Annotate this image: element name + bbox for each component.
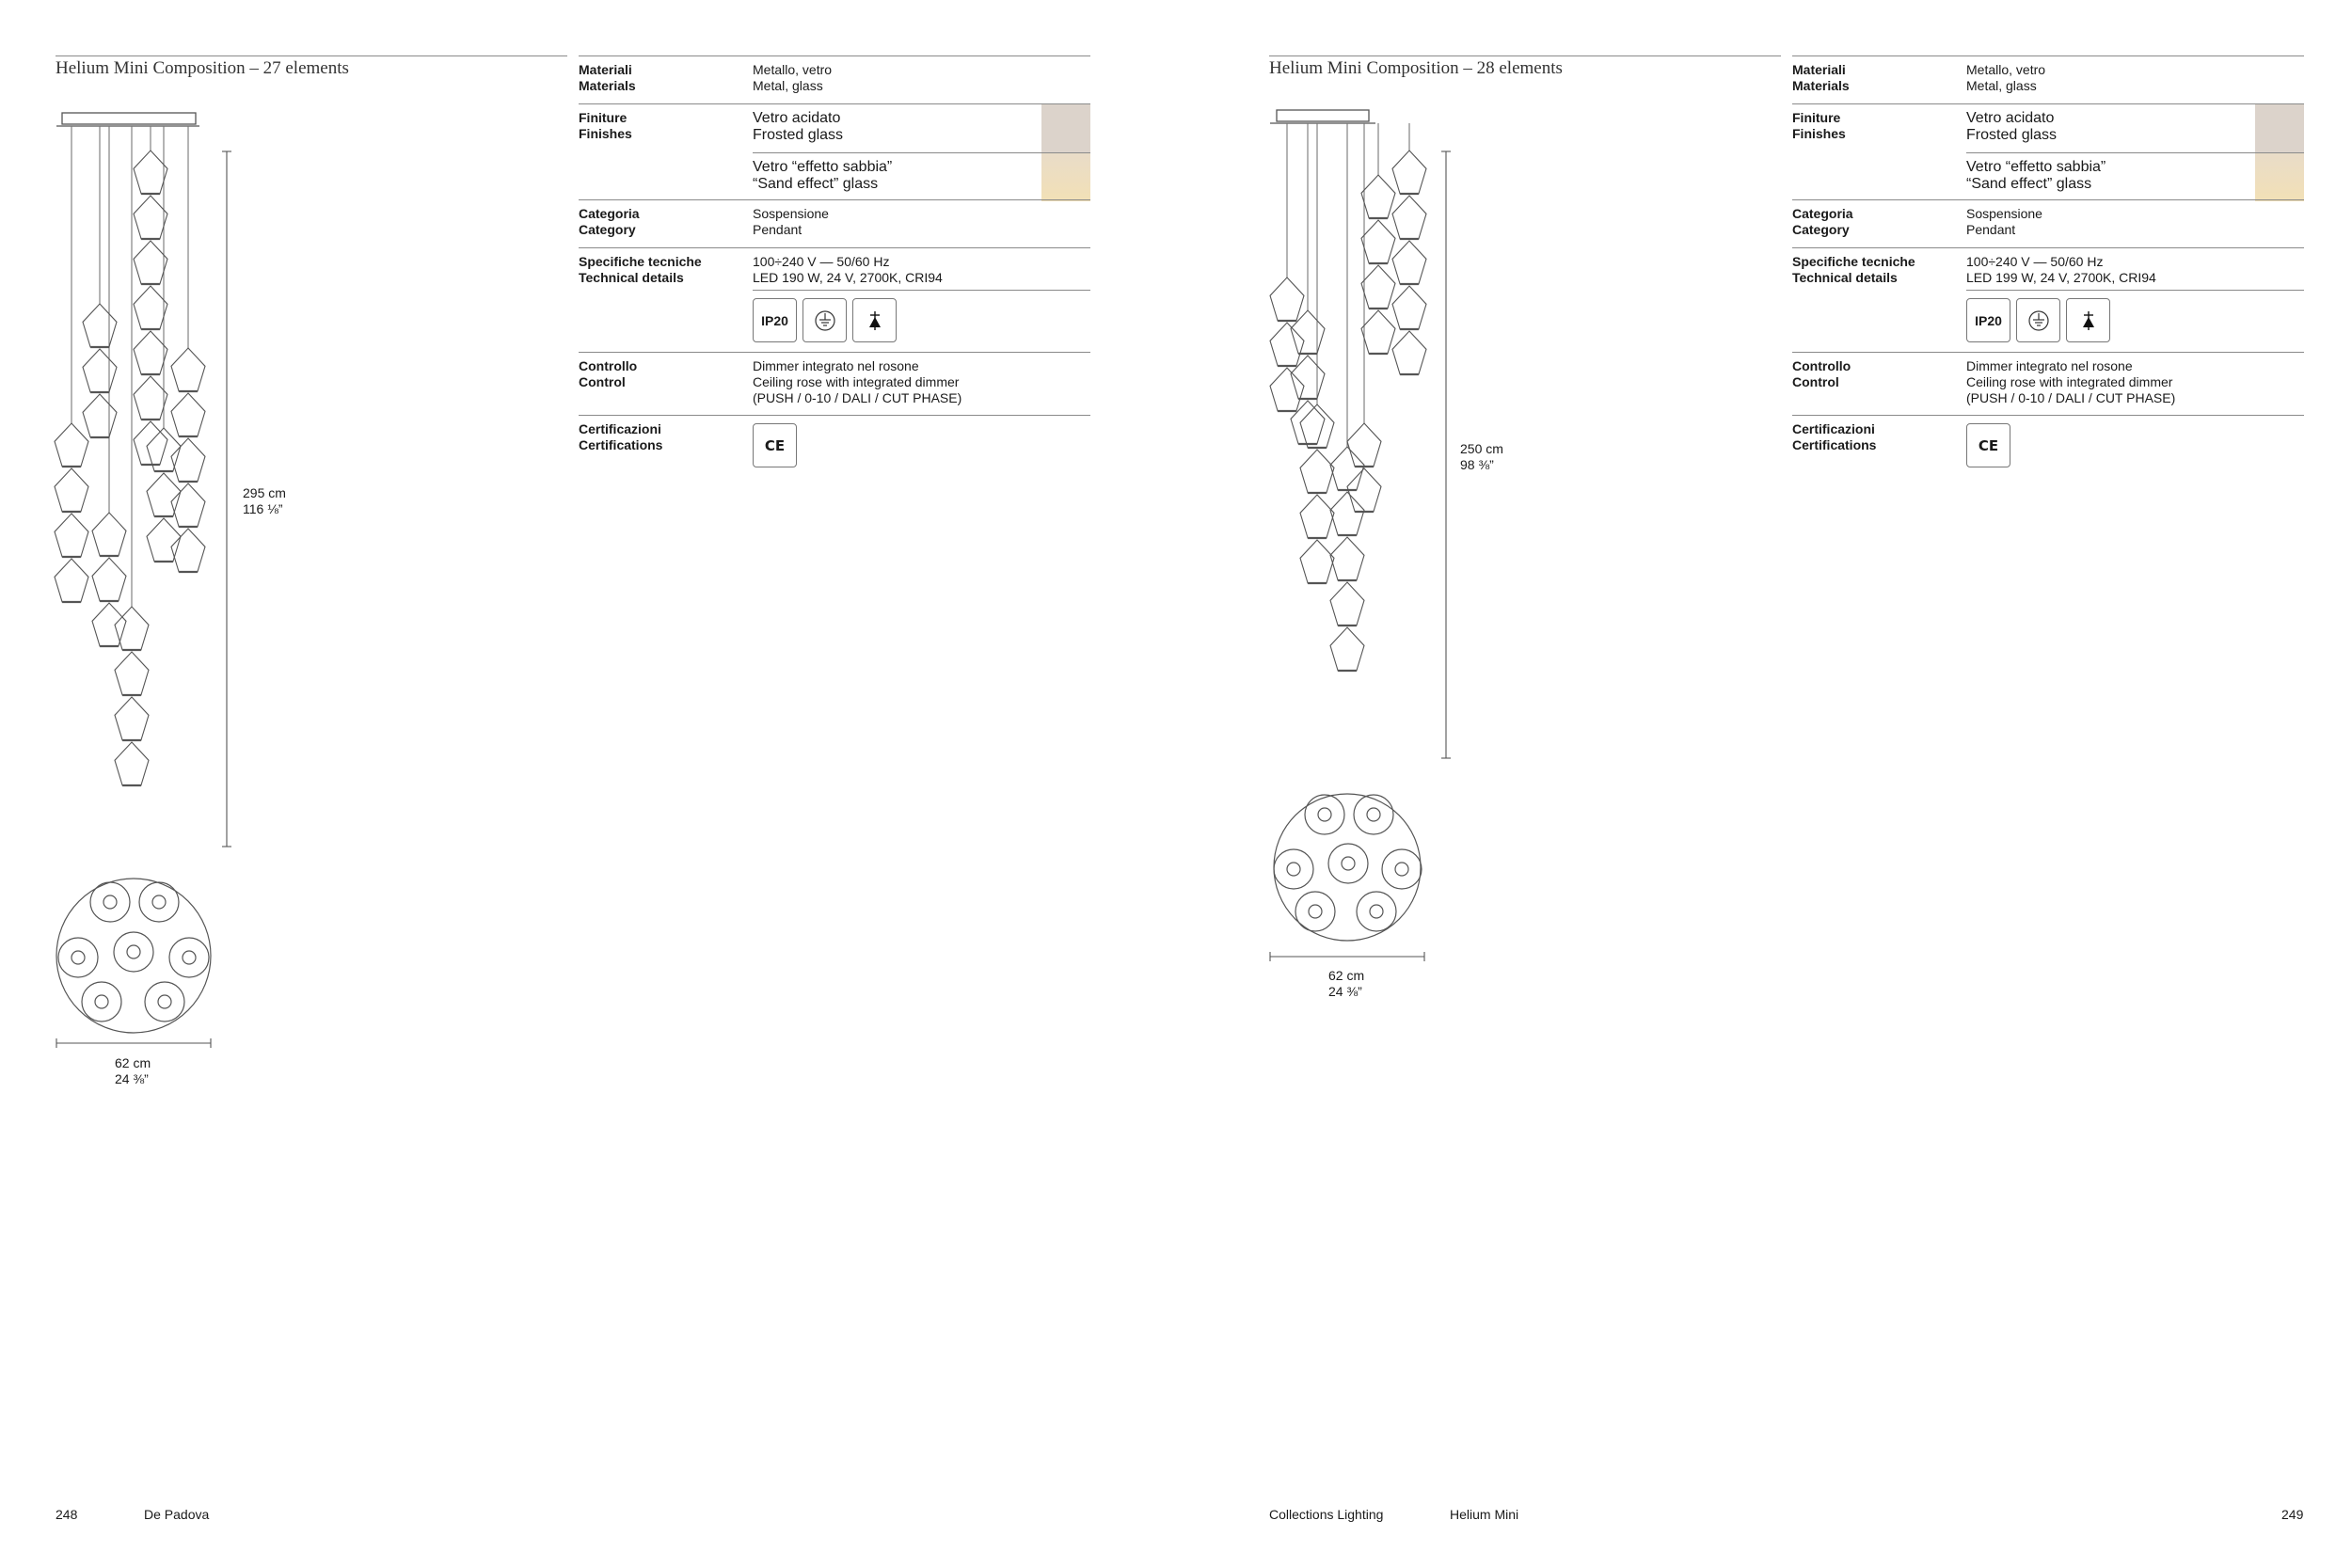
spec-value: Vetro acidato — [753, 110, 841, 126]
glass-element — [83, 394, 117, 437]
plan-glass-element — [145, 982, 184, 1022]
spec-label-it: Finiture — [1792, 110, 1841, 125]
pendant-elevation-drawing — [1176, 0, 2352, 1568]
spec-value: LED 190 W, 24 V, 2700K, CRI94 — [753, 270, 943, 285]
spec-value: “Sand effect” glass — [753, 176, 879, 192]
height-dimension-label — [1460, 441, 1503, 473]
glass-element — [83, 349, 117, 392]
plan-glass-element — [1382, 849, 1422, 889]
width-dimension-line — [56, 1038, 211, 1048]
glass-element — [1300, 450, 1334, 493]
page-number: 248 — [56, 1507, 78, 1522]
glass-element — [1300, 495, 1334, 538]
plan-glass-element — [1305, 795, 1344, 834]
spec-value: Metallo, vetro — [1966, 62, 2046, 77]
brand-name: De Padova — [144, 1507, 210, 1522]
glass-element — [134, 241, 167, 284]
spec-label-it: Finiture — [579, 110, 628, 125]
glass-element — [115, 742, 149, 785]
plan-glass-element — [82, 982, 121, 1022]
glass-element — [115, 652, 149, 695]
plan-view — [56, 879, 211, 1033]
spec-value: Dimmer integrato nel rosone — [753, 358, 919, 373]
spec-value: Frosted glass — [753, 127, 844, 143]
glass-element — [55, 559, 88, 602]
glass-element — [1270, 323, 1304, 366]
glass-element — [1392, 196, 1426, 239]
spec-value: Pendant — [753, 222, 803, 237]
section-name: Collections Lighting — [1269, 1507, 1384, 1522]
height-dimension-label — [243, 485, 286, 517]
spec-value: Sospensione — [1966, 206, 2042, 221]
glass-element — [1361, 220, 1395, 263]
spec-value: Ceiling rose with integrated dimmer — [753, 374, 960, 389]
glass-element — [1392, 150, 1426, 194]
ceiling-rose — [56, 113, 199, 126]
spec-label-en: Materials — [1792, 78, 1850, 93]
glass-element — [1330, 447, 1364, 490]
plan-glass-element — [1357, 892, 1396, 931]
glass-element — [1330, 582, 1364, 626]
glass-element — [147, 518, 181, 562]
ip20-icon: IP20 — [753, 298, 797, 342]
width-dimension-label — [1328, 968, 1364, 1000]
height-cm: 295 cm — [243, 485, 286, 500]
spec-label-it: Certificazioni — [1792, 421, 1875, 436]
ip20-icon: IP20 — [1966, 298, 2010, 342]
width-cm: 62 cm — [1328, 968, 1365, 983]
spec-label-en: Control — [579, 374, 626, 389]
plan-glass-element — [169, 938, 209, 977]
plan-glass-element — [1354, 795, 1393, 834]
glass-element — [134, 150, 167, 194]
spec-label-en: Finishes — [579, 126, 632, 141]
spec-label-it: Categoria — [579, 206, 640, 221]
glass-element — [55, 514, 88, 557]
glass-element — [1361, 175, 1395, 218]
width-dimension-line — [1270, 952, 1424, 961]
glass-element — [1300, 540, 1334, 583]
width-dimension-label — [115, 1055, 151, 1087]
spec-value: Metal, glass — [753, 78, 823, 93]
spec-label-it: Specifiche tecniche — [1792, 254, 1915, 269]
height-dimension-line — [222, 151, 231, 847]
glass-element — [134, 376, 167, 420]
spec-label-it: Specifiche tecniche — [579, 254, 702, 269]
ce-mark-icon: CE — [1966, 423, 2010, 467]
glass-element — [134, 286, 167, 329]
spec-value: “Sand effect” glass — [1966, 176, 2092, 192]
glass-element — [83, 304, 117, 347]
spec-label-en: Technical details — [579, 270, 684, 285]
spec-value: Ceiling rose with integrated dimmer — [1966, 374, 2173, 389]
spec-label-it: Categoria — [1792, 206, 1853, 221]
spec-value: 100÷240 V — 50/60 Hz — [1966, 254, 2104, 269]
glass-element — [134, 331, 167, 374]
glass-element — [55, 468, 88, 512]
spec-label-it: Controllo — [579, 358, 638, 373]
plan-glass-element — [1295, 892, 1335, 931]
glass-element — [171, 348, 205, 391]
spec-label-en: Category — [1792, 222, 1850, 237]
spec-value: Vetro “effetto sabbia” — [753, 159, 893, 175]
glass-element — [115, 697, 149, 740]
height-in: 116 ⅛” — [243, 501, 283, 516]
spec-label-en: Certifications — [1792, 437, 1877, 452]
spec-label-en: Control — [1792, 374, 1839, 389]
spec-value: Pendant — [1966, 222, 2016, 237]
plan-glass-element — [139, 882, 179, 922]
glass-element — [1330, 537, 1364, 580]
glass-element — [92, 558, 126, 601]
spec-value: Vetro acidato — [1966, 110, 2055, 126]
glass-element — [1392, 286, 1426, 329]
glass-element — [1361, 265, 1395, 309]
spec-label-it: Materiali — [1792, 62, 1846, 77]
height-in: 98 ⅜” — [1460, 457, 1494, 472]
spec-value: Frosted glass — [1966, 127, 2058, 143]
glass-element — [1270, 368, 1304, 411]
ce-mark-icon: CE — [753, 423, 797, 467]
plan-glass-element — [1328, 844, 1368, 883]
spec-label-en: Certifications — [579, 437, 663, 452]
glass-element — [92, 603, 126, 646]
plan-glass-element — [58, 938, 98, 977]
spec-value: 100÷240 V — 50/60 Hz — [753, 254, 890, 269]
glass-element — [1330, 492, 1364, 535]
product-title: Helium Mini Composition – 27 elements — [56, 58, 349, 78]
plan-view — [1274, 794, 1422, 941]
glass-element — [1330, 627, 1364, 671]
spec-value: Dimmer integrato nel rosone — [1966, 358, 2133, 373]
page-number: 249 — [2281, 1507, 2304, 1522]
spec-label-it: Controllo — [1792, 358, 1851, 373]
product-name: Helium Mini — [1450, 1507, 1519, 1522]
ceiling-rose — [1270, 110, 1375, 123]
glass-element — [1270, 277, 1304, 321]
width-in: 24 ⅜” — [115, 1071, 149, 1086]
spec-label-it: Certificazioni — [579, 421, 661, 436]
width-in: 24 ⅜” — [1328, 984, 1362, 999]
plan-glass-element — [90, 882, 130, 922]
spec-label-en: Technical details — [1792, 270, 1898, 285]
plan-glass-element — [114, 932, 153, 972]
spec-label-en: Finishes — [1792, 126, 1846, 141]
plan-glass-element — [1274, 849, 1313, 889]
glass-element — [1392, 331, 1426, 374]
spec-label-en: Materials — [579, 78, 636, 93]
glass-element — [1347, 423, 1381, 467]
right-page — [1176, 0, 2352, 1568]
glass-element — [1361, 310, 1395, 354]
product-title: Helium Mini Composition – 28 elements — [1269, 58, 1563, 78]
spec-value: Sospensione — [753, 206, 829, 221]
spec-value: Vetro “effetto sabbia” — [1966, 159, 2106, 175]
spec-label-en: Category — [579, 222, 636, 237]
spec-value: Metal, glass — [1966, 78, 2037, 93]
glass-element — [115, 607, 149, 650]
glass-element — [92, 513, 126, 556]
height-dimension-line — [1441, 151, 1451, 758]
spec-value: (PUSH / 0-10 / DALI / CUT PHASE) — [1966, 390, 2176, 405]
spec-value: (PUSH / 0-10 / DALI / CUT PHASE) — [753, 390, 962, 405]
glass-element — [147, 473, 181, 516]
spec-label-it: Materiali — [579, 62, 632, 77]
glass-element — [55, 423, 88, 467]
height-cm: 250 cm — [1460, 441, 1503, 456]
glass-element — [171, 393, 205, 436]
spec-value: LED 199 W, 24 V, 2700K, CRI94 — [1966, 270, 2156, 285]
glass-element — [1392, 241, 1426, 284]
width-cm: 62 cm — [115, 1055, 151, 1070]
glass-element — [134, 196, 167, 239]
spec-value: Metallo, vetro — [753, 62, 833, 77]
